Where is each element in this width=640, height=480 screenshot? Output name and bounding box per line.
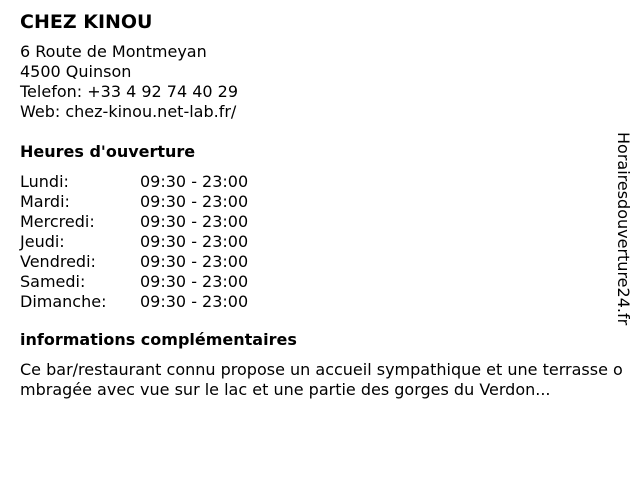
business-card xyxy=(20,10,623,400)
website-link[interactable]: Web: chez-kinou.net-lab.fr/ xyxy=(20,102,237,121)
day-label: Vendredi: xyxy=(20,252,96,271)
hours-value: 09:30 - 23:00 xyxy=(140,272,249,291)
hours-value: 09:30 - 23:00 xyxy=(140,192,249,211)
business-name: CHEZ KINOU xyxy=(20,11,153,33)
phone-number[interactable]: Telefon: +33 4 92 74 40 29 xyxy=(20,82,239,101)
hours-row-saturday xyxy=(20,272,248,292)
day-label: Mardi: xyxy=(20,192,70,211)
hours-value: 09:30 - 23:00 xyxy=(140,172,249,191)
hours-row-thursday xyxy=(20,232,248,252)
business-description: Ce bar/restaurant connu propose un accueil sympathique et une terrasse ombragée avec vue sur le lac et une partie des gorges du Verdon... xyxy=(20,360,623,399)
site-watermark: Horairesdouverture24.fr xyxy=(614,132,633,326)
day-label: Samedi: xyxy=(20,272,86,291)
hours-value: 09:30 - 23:00 xyxy=(140,292,249,311)
city-address: 4500 Quinson xyxy=(20,62,132,81)
hours-row-sunday xyxy=(20,292,248,312)
day-label: Mercredi: xyxy=(20,212,95,231)
day-label: Dimanche: xyxy=(20,292,107,311)
hours-row-friday xyxy=(20,252,248,272)
hours-value: 09:30 - 23:00 xyxy=(140,252,249,271)
hours-row-tuesday xyxy=(20,192,248,212)
hours-row-monday xyxy=(20,172,248,192)
additional-info-heading: informations complémentaires xyxy=(20,330,297,349)
day-label: Jeudi: xyxy=(20,232,65,251)
address-block xyxy=(20,42,616,122)
hours-row-wednesday xyxy=(20,212,248,232)
hours-value: 09:30 - 23:00 xyxy=(140,212,249,231)
opening-hours-heading: Heures d'ouverture xyxy=(20,142,196,161)
street-address: 6 Route de Montmeyan xyxy=(20,42,207,61)
hours-value: 09:30 - 23:00 xyxy=(140,232,249,251)
opening-hours-table xyxy=(20,172,248,312)
day-label: Lundi: xyxy=(20,172,69,191)
